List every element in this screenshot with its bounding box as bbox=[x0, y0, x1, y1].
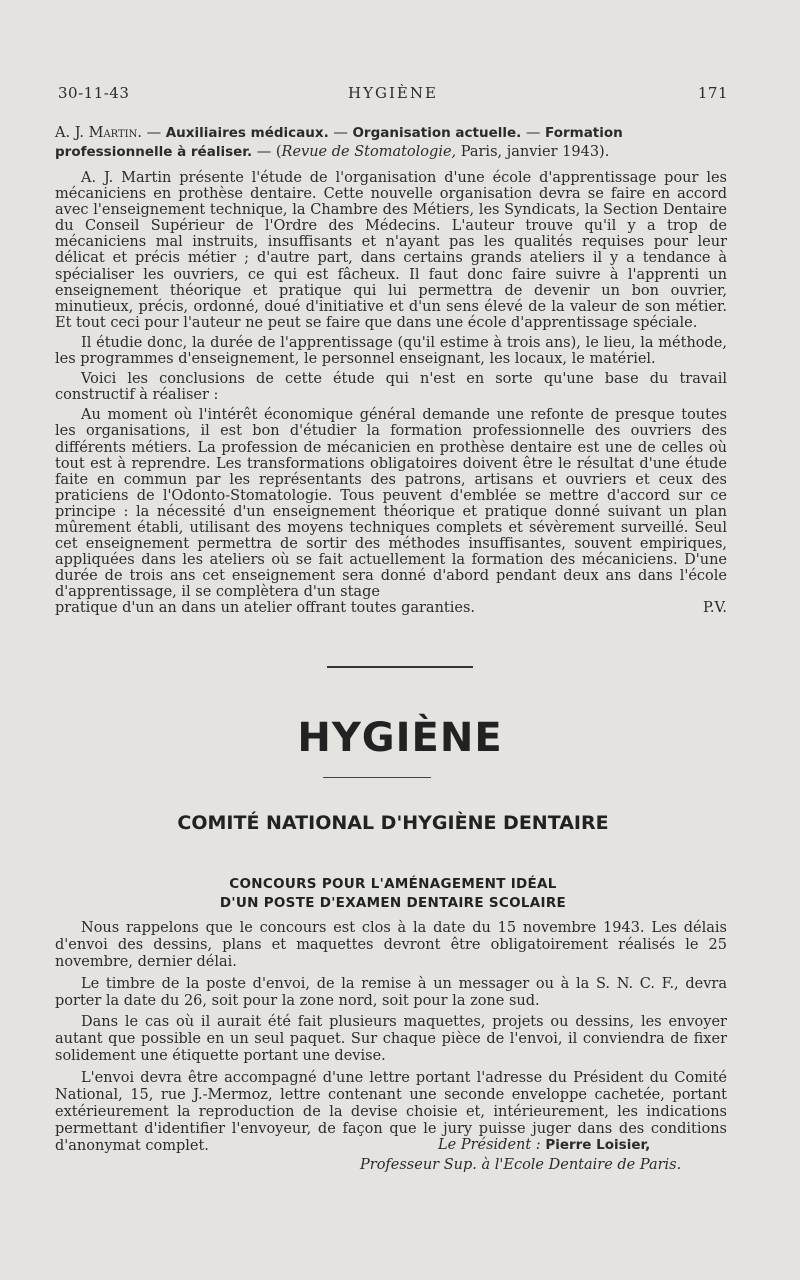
article-journal: Revue de Stomatologie, bbox=[281, 144, 457, 160]
article-author: A. J. Martin. bbox=[55, 125, 142, 141]
article-review bbox=[55, 124, 727, 621]
title-underline bbox=[323, 777, 431, 778]
section-divider bbox=[327, 666, 473, 668]
article-title-end: Formation professionnelle à réaliser. bbox=[55, 125, 623, 160]
notice-paragraph: Nous rappelons que le concours est clos à la date du 15 novembre 1943. Les délais d'envoi des dessins, plans et maquettes devront être obligatoirement réalisés le 25 novembre, dernier délai. bbox=[55, 920, 727, 971]
contest-notice bbox=[55, 920, 727, 1160]
article-reference: A. J. Martin. — Auxiliaires médicaux. — Organisation actuelle. — Formation professionnelle à réaliser. — (Revue de Stomatologie, Paris, janvier 1943). bbox=[55, 125, 623, 160]
article-title-sub: Organisation actuelle. bbox=[352, 125, 522, 141]
article-paragraph: Au moment où l'intérêt économique général demande une refonte de presque toutes les organisations, il est bon d'étudier la formation professionnelle des ouvriers des différents métiers. La profession de mécanicien en prothèse dentaire est une de celles où tout est à reprendre. Les transformations obligatoires doivent être le résultat d'une étude faite en commun par les représentants des patrons, artisans et ouvriers et ceux des praticiens de l'Odonto-Stomatologie. Tous peuvent d'emblée se mettre d'accord sur ce principe : la nécessité d'un enseignement théorique et pratique donné suivant un plan mûrement établi, utilisant des moyens techniques complets et sévèrement surveillé. Seul cet enseignement permettra de sortir des méthodes insuffisantes, souvent empiriques, appliquées dans les ateliers où se fait actuellement la formation des mécaniciens. D'une durée de trois ans cet enseignement sera donné d'abord pendant deux ans dans l'école d'apprentissage, il se complètera d'un stage bbox=[55, 407, 727, 601]
signature-line bbox=[55, 1135, 727, 1155]
article-closing-line bbox=[55, 600, 727, 616]
section-title: HYGIÈNE bbox=[297, 715, 503, 761]
notice-paragraph: Dans le cas où il aurait été fait plusieurs maquettes, projets ou dessins, les envoyer autant que possible en un seul paquet. Sur chaque pièce de l'envoi, il conviendra de fixer solidement une étiquette portant une devise. bbox=[55, 1014, 727, 1065]
page-number: 171 bbox=[697, 84, 728, 102]
contest-heading bbox=[0, 875, 786, 913]
signature-block bbox=[55, 1135, 727, 1175]
article-signoff: P.V. bbox=[703, 600, 727, 617]
contest-heading-line: D'UN POSTE D'EXAMEN DENTAIRE SCOLAIRE bbox=[219, 895, 567, 911]
signature-line bbox=[55, 1155, 727, 1175]
article-paragraph: Voici les conclusions de cette étude qui n'est en sorte qu'une base du travail constructif à réaliser : bbox=[55, 371, 727, 404]
article-last-line: pratique d'un an dans un atelier offrant toutes garanties. bbox=[55, 600, 476, 617]
notice-paragraph: Le timbre de la poste d'envoi, de la remise à un messager ou à la S. N. C. F., devra porter la date du 26, soit pour la zone nord, soit pour la zone sud. bbox=[55, 975, 727, 1009]
committee-heading: COMITÉ NATIONAL D'HYGIÈNE DENTAIRE bbox=[177, 812, 609, 834]
article-paragraph: Il étudie donc, la durée de l'apprentissage (qu'il estime à trois ans), le lieu, la méthode, les programmes d'enseignement, le personnel enseignant, les locaux, le matériel. bbox=[55, 334, 727, 368]
article-title-main: Auxiliaires médicaux. bbox=[165, 125, 329, 141]
article-paragraph: A. J. Martin présente l'étude de l'organisation d'une école d'apprentissage pour les mécaniciens en prothèse dentaire. Cette nouvelle organisation devra se faire en accord avec l'enseignement technique, la Chambre des Métiers, les Syndicats, la Section Dentaire du Conseil Supérieur de l'Ordre des Médecins. L'auteur trouve qu'il y a trop de mécaniciens mal instruits, insuffisants et n'ayant pas les qualités requises pour leur délicat et précis métier ; d'autre part, dans certains grands ateliers il y a tendance à spécialiser les ouvriers, ce qui est fâcheux. Il faut donc faire suivre à l'apprenti un enseignement théorique et pratique qui lui permettra de devenir un bon ouvrier, minutieux, précis, ordonné, doué d'initiative et d'un sens élevé de la valeur de son métier. Et tout ceci pour l'auteur ne peut se faire que dans une école d'apprentissage spéciale. bbox=[55, 170, 727, 331]
running-head bbox=[58, 84, 728, 106]
issue-date: 30-11-43 bbox=[58, 84, 130, 102]
running-section-title: HYGIÈNE bbox=[348, 84, 438, 102]
president-name: Pierre Loisier, bbox=[545, 1137, 651, 1153]
president-title: Le Président : bbox=[438, 1137, 541, 1153]
notice-paragraph: L'envoi devra être accompagné d'une lettre portant l'adresse du Président du Comité National, 15, rue J.-Mermoz, lettre contenant une seconde enveloppe cachetée, portant extérieurement la reproduction de la devise choisie et, intérieurement, les indications permettant d'identifier l'envoyeur, de façon que le jury puisse juger dans des conditions d'anonymat complet. bbox=[55, 1069, 727, 1155]
president-role: Professeur Sup. à l'Ecole Dentaire de Paris. bbox=[360, 1157, 682, 1173]
contest-heading-line: CONCOURS POUR L'AMÉNAGEMENT IDÉAL bbox=[229, 876, 557, 892]
article-place-date: Paris, janvier 1943). bbox=[460, 144, 610, 160]
